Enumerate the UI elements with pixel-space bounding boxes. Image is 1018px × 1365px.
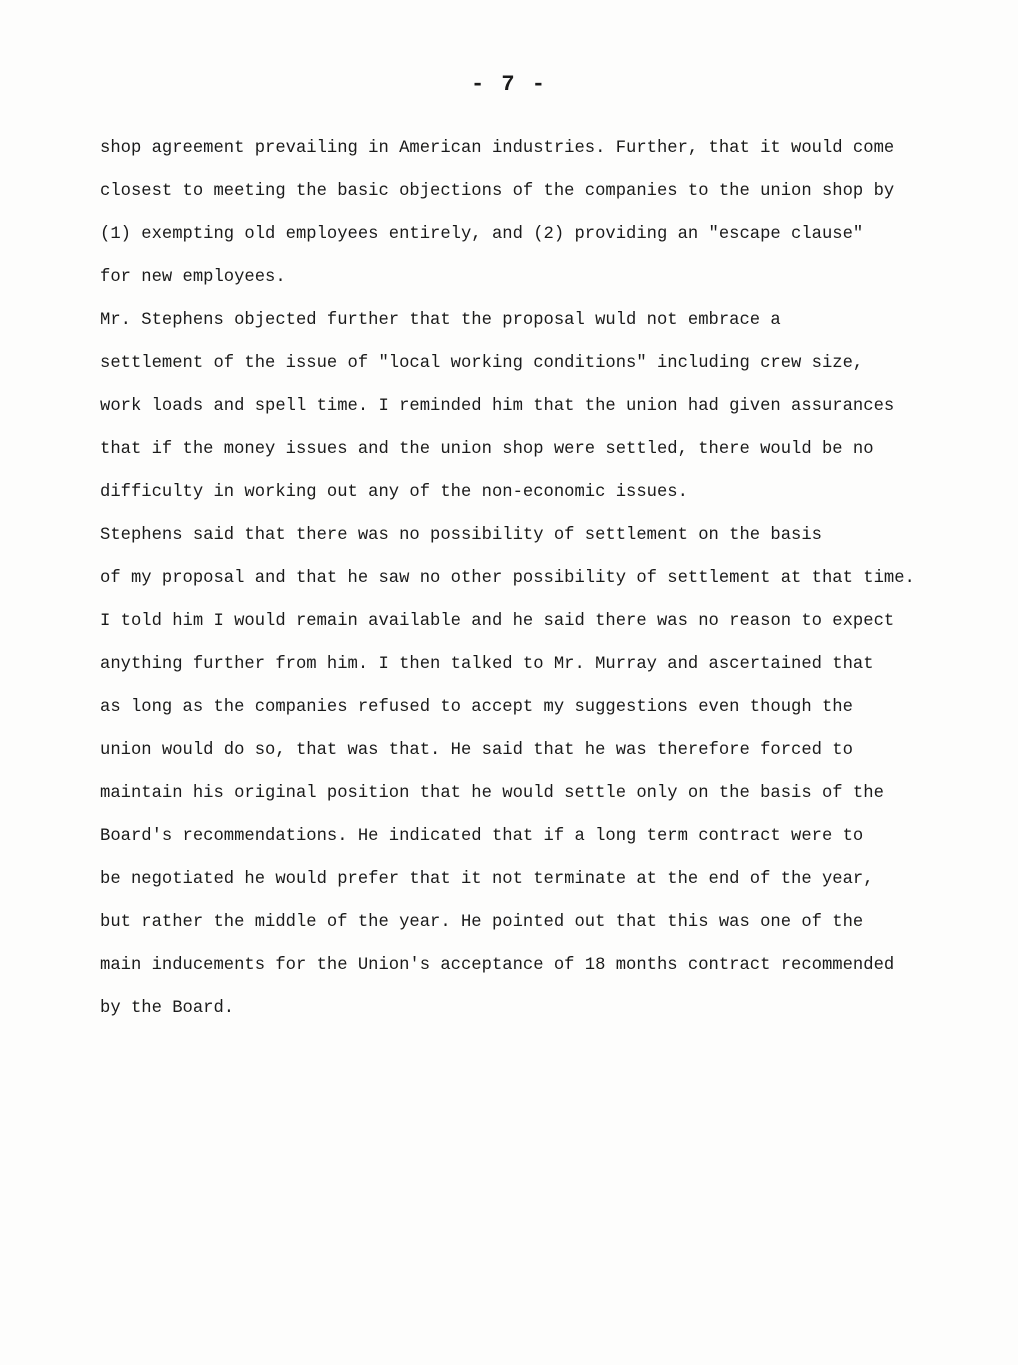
text-line: Stephens said that there was no possibility of settlement on the basis — [100, 526, 822, 545]
text-line: that if the money issues and the union shop were settled, there would be no — [100, 440, 874, 459]
text-line: of my proposal and that he saw no other possibility of settlement at that time. — [100, 569, 915, 588]
text-line: (1) exempting old employees entirely, and (2) providing an "escape clause" — [100, 225, 864, 244]
text-line: be negotiated he would prefer that it not terminate at the end of the year, — [100, 870, 874, 889]
text-line: maintain his original position that he would settle only on the basis of the — [100, 784, 884, 803]
text-line: shop agreement prevailing in American industries. Further, that it would come — [100, 139, 895, 158]
text-line: I told him I would remain available and he said there was no reason to expect — [100, 612, 895, 631]
text-line: as long as the companies refused to accept my suggestions even though the — [100, 698, 853, 717]
body-text — [100, 127, 960, 1030]
text-line: union would do so, that was that. He said that he was therefore forced to — [100, 741, 853, 760]
text-line: closest to meeting the basic objections of the companies to the union shop by — [100, 182, 895, 201]
text-line: settlement of the issue of "local working conditions" including crew size, — [100, 354, 864, 373]
text-line: by the Board. — [100, 999, 235, 1018]
text-line: difficulty in working out any of the non-economic issues. — [100, 483, 688, 502]
text-line: for new employees. — [100, 268, 286, 287]
page-number: - 7 - — [470, 72, 547, 97]
text-line: Mr. Stephens objected further that the proposal wuld not embrace a — [100, 311, 781, 330]
text-line: main inducements for the Union's acceptance of 18 months contract recommended — [100, 956, 895, 975]
text-line: Board's recommendations. He indicated that if a long term contract were to — [100, 827, 864, 846]
text-line: but rather the middle of the year. He pointed out that this was one of the — [100, 913, 864, 932]
text-line: work loads and spell time. I reminded him that the union had given assurances — [100, 397, 895, 416]
text-line: anything further from him. I then talked to Mr. Murray and ascertained that — [100, 655, 874, 674]
